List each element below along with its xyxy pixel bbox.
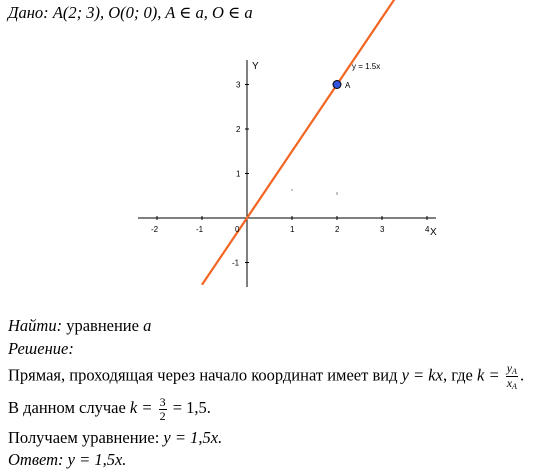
x-axis-label: X bbox=[430, 227, 437, 238]
solution-line2-post: = 1,5. bbox=[172, 397, 211, 417]
frac1-den: x bbox=[506, 376, 513, 391]
x-tick-label: 4 bbox=[425, 225, 430, 234]
x-tick-label: 1 bbox=[290, 225, 295, 234]
y-axis-label: Y bbox=[252, 61, 259, 72]
frac2-num: 3 bbox=[159, 395, 166, 409]
find-var: a bbox=[143, 316, 152, 335]
solution-label-line bbox=[8, 341, 74, 358]
fraction-ya-xa bbox=[506, 362, 518, 392]
solution-line3-pre: Получаем уравнение: bbox=[8, 428, 160, 447]
y-tick-label: 2 bbox=[236, 125, 241, 134]
answer-line bbox=[8, 452, 126, 469]
y-tick-label: 1 bbox=[236, 169, 241, 179]
given-label: Дано: bbox=[8, 3, 49, 22]
point-a[interactable] bbox=[333, 81, 341, 89]
y-tick-label: -1 bbox=[232, 258, 240, 268]
frac1-num: y bbox=[506, 361, 513, 375]
frac1-num-sub: A bbox=[512, 367, 517, 376]
solution-line1-eq: y = kx bbox=[401, 365, 443, 385]
fraction-3-2 bbox=[159, 396, 167, 422]
find-line bbox=[8, 318, 151, 335]
frac2-den: 2 bbox=[159, 408, 166, 423]
solution-line-3 bbox=[8, 430, 222, 447]
point-a-label: A bbox=[345, 81, 351, 90]
function-line bbox=[202, 0, 400, 285]
solution-label: Решение: bbox=[8, 339, 74, 358]
origin-label: 0 bbox=[235, 225, 240, 234]
x-tick-label: -2 bbox=[151, 225, 159, 234]
solution-line-1: Прямая, проходящая через начало координат имеет вид y = kx, где k = $\frac{y_A}{x_A}$ . bbox=[8, 361, 525, 392]
solution-line3-eq: y = 1,5x. bbox=[163, 428, 223, 447]
answer-label: Ответ: bbox=[8, 450, 64, 469]
x-tick-label: 3 bbox=[380, 225, 385, 234]
x-tick-label: 2 bbox=[335, 225, 340, 234]
solution-line1-text: Прямая, проходящая через начало координат имеет вид bbox=[8, 365, 398, 385]
find-text: уравнение bbox=[66, 316, 139, 335]
find-label: Найти: bbox=[8, 316, 63, 335]
answer-eq: y = 1,5x. bbox=[67, 450, 127, 469]
given-expression: A(2; 3), O(0; 0), A ∈ a, O ∈ a bbox=[52, 3, 253, 22]
solution-line2-k: k = bbox=[129, 397, 153, 417]
frac1-den-sub: A bbox=[512, 382, 517, 392]
solution-line2-pre: В данном случае bbox=[8, 397, 126, 417]
line-label: y = 1.5x bbox=[352, 62, 381, 71]
x-tick-label: -1 bbox=[196, 225, 204, 234]
solution-line1-k: k = bbox=[477, 365, 500, 385]
y-tick-label: 3 bbox=[236, 80, 241, 90]
solution-line1-mid: , где bbox=[442, 365, 473, 385]
solution-line-2 bbox=[8, 396, 211, 422]
